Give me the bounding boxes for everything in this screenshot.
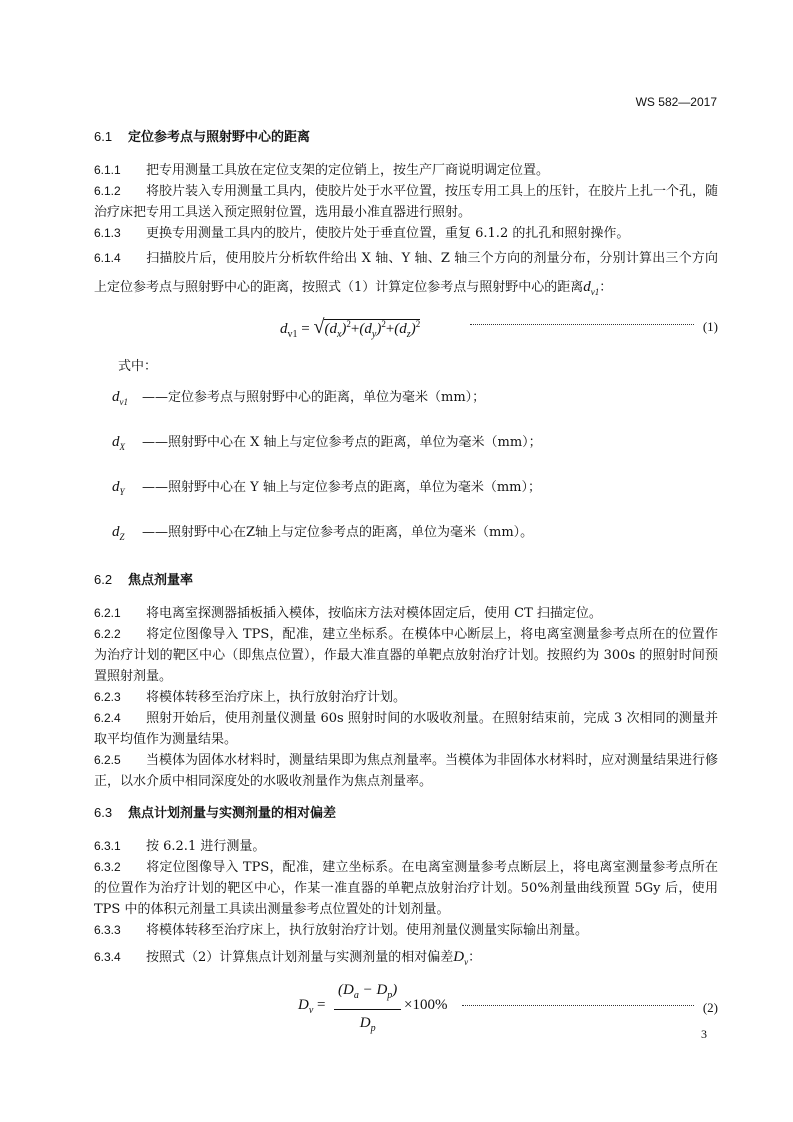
section-6-3-heading (94, 802, 718, 824)
definition-dx: $d_X$ ——照射野中心在 X 轴上与定位参考点的距离，单位为毫米（mm）； (112, 434, 542, 452)
equation-number-2: (2) (702, 1000, 718, 1015)
clause-number: 6.1.2 (94, 184, 121, 198)
clause-number: 6.2.3 (94, 690, 121, 704)
clause-text: 将模体转移至治疗床上，执行放射治疗计划。 (146, 690, 407, 705)
clause-6-2-5 (94, 750, 718, 792)
clause-6-1-3 (94, 223, 718, 244)
clause-number: 6.3.1 (94, 839, 121, 853)
clause-text: 按照式（2）计算焦点计划剂量与实测剂量的相对偏差 (146, 950, 454, 965)
fraction-numerator: $(D_a - D_p)$ (334, 977, 401, 1010)
formula-2-lhs: $D_v$ = (298, 997, 326, 1016)
equation-number-1: (1) (702, 319, 718, 334)
definition-dz: $d_Z$ ——照射野中心在Z轴上与定位参考点的距离，单位为毫米（mm）。 (112, 524, 534, 542)
formula-1-expression: $d_{v1} = √(d_x)^2+(d_y)^2+(d_z)^2$ (280, 316, 421, 340)
clause-6-2-1 (94, 603, 718, 624)
clause-text: 将定位图像导入 TPS，配准，建立坐标系。在电离室测量参考点断层上，将电离室测量参考点所在的位置作为治疗计划的靶区中心，作某一准直器的单靶点放射治疗计划。50%剂量曲线预置 5Gy 后，使用 TPS 中的体积元剂量工具读出测量参考点位置处的计划剂量。 (94, 860, 718, 917)
clause-text: 按 6.2.1 进行测量。 (146, 839, 266, 854)
clause-number: 6.2.1 (94, 606, 121, 620)
clause-6-2-4 (94, 708, 718, 750)
clause-text: 扫描胶片后，使用胶片分析软件给出 X 轴、Y 轴、Z 轴三个方向的剂量分布，分别计算出三个方向上定位参考点与照射野中心的距离，按照式（1）计算定位参考点与照射野中心的距离 (94, 251, 718, 295)
clause-number: 6.3.4 (94, 950, 121, 964)
clause-number: 6.3.3 (94, 923, 121, 937)
section-title: 定位参考点与照射野中心的距离 (128, 130, 311, 145)
clause-6-1-1 (94, 160, 718, 181)
clause-number: 6.1.4 (94, 251, 121, 265)
definition-dv1: $d_{v1}$ ——定位参考点与照射野中心的距离，单位为毫米（mm）； (112, 389, 486, 407)
clause-6-1-4 (94, 244, 718, 306)
section-6-2-heading (94, 569, 718, 591)
page-number: 3 (701, 1027, 707, 1041)
dv1-symbol: $d_{v1}$ (583, 279, 600, 297)
clause-text: 更换专用测量工具内的胶片，使胶片处于垂直位置，重复 6.1.2 的扎孔和照射操作。 (146, 226, 630, 241)
clause-text: 照射开始后，使用剂量仪测量 60s 照射时间的水吸收剂量。在照射结束前，完成 3 次相同的测量并取平均值作为测量结果。 (94, 711, 718, 747)
leader-dots (462, 1005, 694, 1006)
clause-text: 将定位图像导入 TPS，配准，建立坐标系。在模体中心断层上，将电离室测量参考点所在的位置作为治疗计划的靶区中心（即焦点位置），作最大准直器的单靶点放射治疗计划。按照约为 300s 的照射时间预置照射剂量。 (94, 627, 718, 684)
clause-6-2-3 (94, 687, 718, 708)
clause-6-1-2 (94, 181, 718, 223)
clause-6-3-3 (94, 920, 718, 941)
fraction-denominator: $D_p$ (359, 1015, 376, 1034)
definition-dy: $d_Y$ ——照射野中心在 Y 轴上与定位参考点的距离，单位为毫米（mm）； (112, 479, 542, 497)
clause-number: 6.1.3 (94, 226, 121, 240)
clause-text: 把专用测量工具放在定位支架的定位销上，按生产厂商说明调定位置。 (146, 163, 550, 178)
clause-number: 6.3.2 (94, 860, 121, 874)
clause-end: ： (468, 950, 482, 965)
clause-text: 将胶片装入专用测量工具内，使胶片处于水平位置，按压专用工具上的压针，在胶片上扎一个孔，随治疗床把专用工具送入预定照射位置，选用最小准直器进行照射。 (94, 184, 719, 220)
section-title: 焦点计划剂量与实测剂量的相对偏差 (128, 806, 337, 821)
formula-2 (94, 977, 718, 1041)
clause-number: 6.2.5 (94, 753, 121, 767)
formula-2-fraction (334, 977, 401, 1042)
clause-text: 当模体为固体水材料时，测量结果即为焦点剂量率。当模体为非固体水材料时，应对测量结果进行修正，以水介质中相同深度处的水吸收剂量作为焦点剂量率。 (94, 753, 719, 789)
sqrt-sign: √ (313, 316, 325, 338)
clause-6-3-2 (94, 857, 718, 920)
section-number: 6.3 (94, 805, 113, 820)
section-title: 焦点剂量率 (128, 573, 194, 588)
formula-2-multiplier: ×100% (404, 997, 448, 1013)
clause-6-3-1 (94, 836, 718, 857)
leader-dots (470, 324, 694, 325)
document-code-header: WS 582—2017 (635, 95, 717, 109)
section-number: 6.2 (94, 572, 113, 587)
section-6-1-heading (94, 126, 718, 148)
clause-end: ： (599, 280, 613, 295)
page-content (94, 126, 718, 1041)
dv-symbol: $D_v$ (453, 949, 469, 967)
clause-number: 6.1.1 (94, 163, 121, 177)
section-number: 6.1 (94, 129, 113, 144)
clause-6-2-2 (94, 624, 718, 687)
clause-text: 将电离室探测器插板插入模体，按临床方法对模体固定后，使用 CT 扫描定位。 (146, 606, 602, 621)
where-label: 式中： (118, 359, 158, 374)
clause-text: 将模体转移至治疗床上，执行放射治疗计划。使用剂量仪测量实际输出剂量。 (146, 923, 589, 938)
clause-6-3-4 (94, 947, 718, 973)
clause-number: 6.2.4 (94, 711, 121, 725)
formula-1 (94, 310, 718, 350)
clause-number: 6.2.2 (94, 627, 121, 641)
